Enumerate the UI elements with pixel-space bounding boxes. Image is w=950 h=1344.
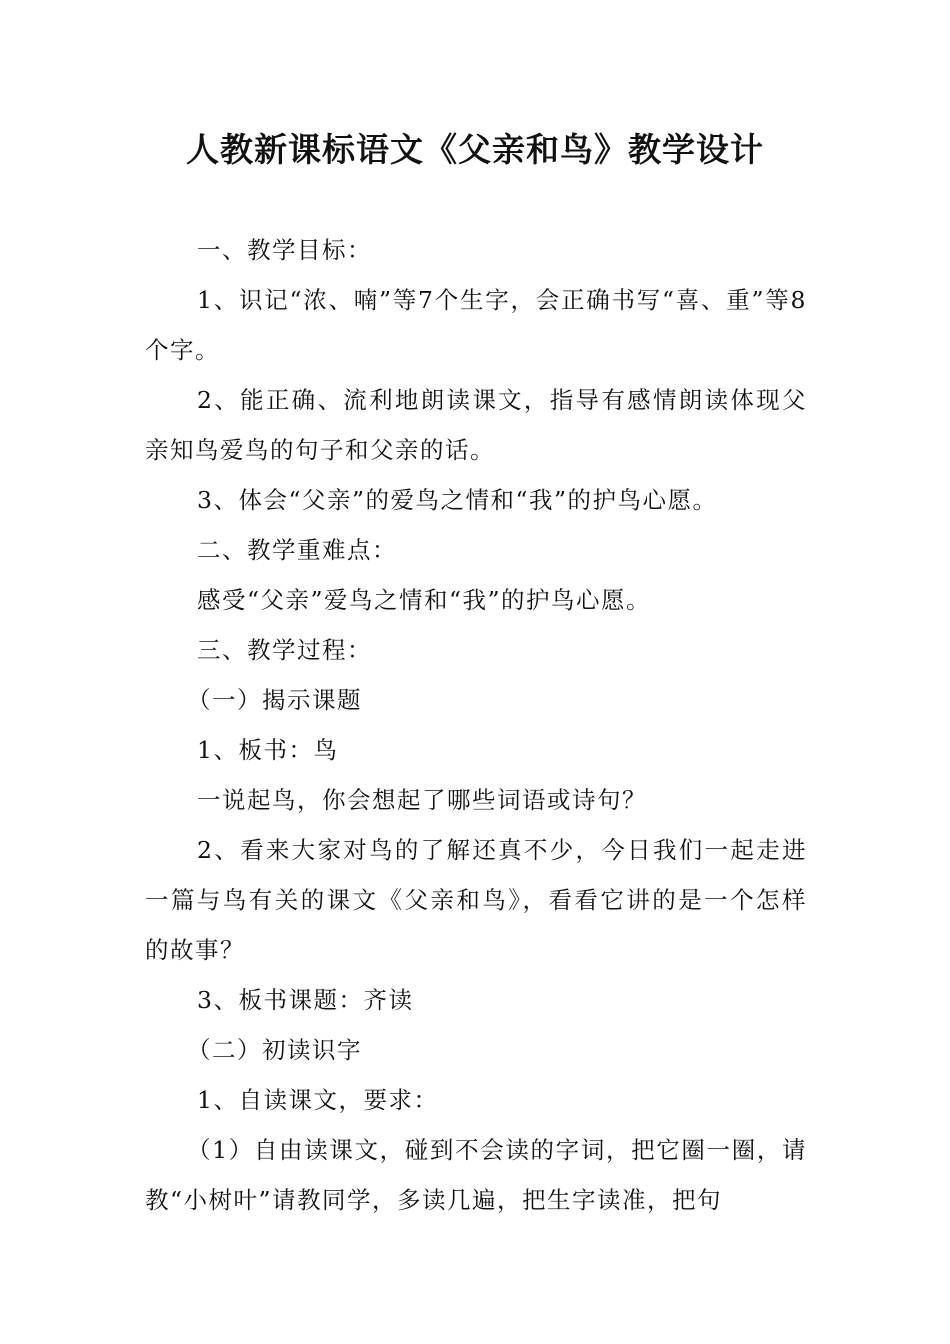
objective-item-3: 3、体会“父亲”的爱鸟之情和“我”的护鸟心愿。: [197, 486, 718, 514]
objective-item-1: 1、识记“浓、喃”等7个生字，会正确书写“喜、重”等8个字。: [145, 286, 807, 364]
key-points-text: 感受“父亲”爱鸟之情和“我”的护鸟心愿。: [197, 586, 652, 614]
objective-item-2: 2、能正确、流利地朗读课文，指导有感情朗读体现父亲知鸟爱鸟的句子和父亲的话。: [145, 386, 807, 464]
subsection-heading-reading: （二）初读识字: [187, 1036, 362, 1064]
document-title: 人教新课标语文《父亲和鸟》教学设计: [186, 130, 764, 169]
subsection-heading-intro: （一）揭示课题: [187, 686, 362, 714]
section-heading-objectives: 一、教学目标：: [197, 236, 372, 264]
document-body: [145, 225, 807, 1225]
reading-requirement-1: （1）自由读课文，碰到不会读的字词，把它圈一圈，请教“小树叶”请教同学，多读几遍，把生字读准，把句: [145, 1136, 807, 1214]
reading-step-1: 1、自读课文，要求：: [197, 1086, 439, 1114]
process-question: 一说起鸟，你会想起了哪些词语或诗句？: [197, 786, 647, 814]
section-heading-process: 三、教学过程：: [197, 636, 372, 664]
process-step-3: 3、板书课题：齐读: [197, 986, 414, 1014]
process-step-1: 1、板书：鸟: [197, 736, 339, 764]
process-step-2: 2、看来大家对鸟的了解还真不少，今日我们一起走进一篇与鸟有关的课文《父亲和鸟》，看看它讲的是一个怎样的故事？: [145, 836, 807, 964]
section-heading-key-points: 二、教学重难点：: [197, 536, 397, 564]
